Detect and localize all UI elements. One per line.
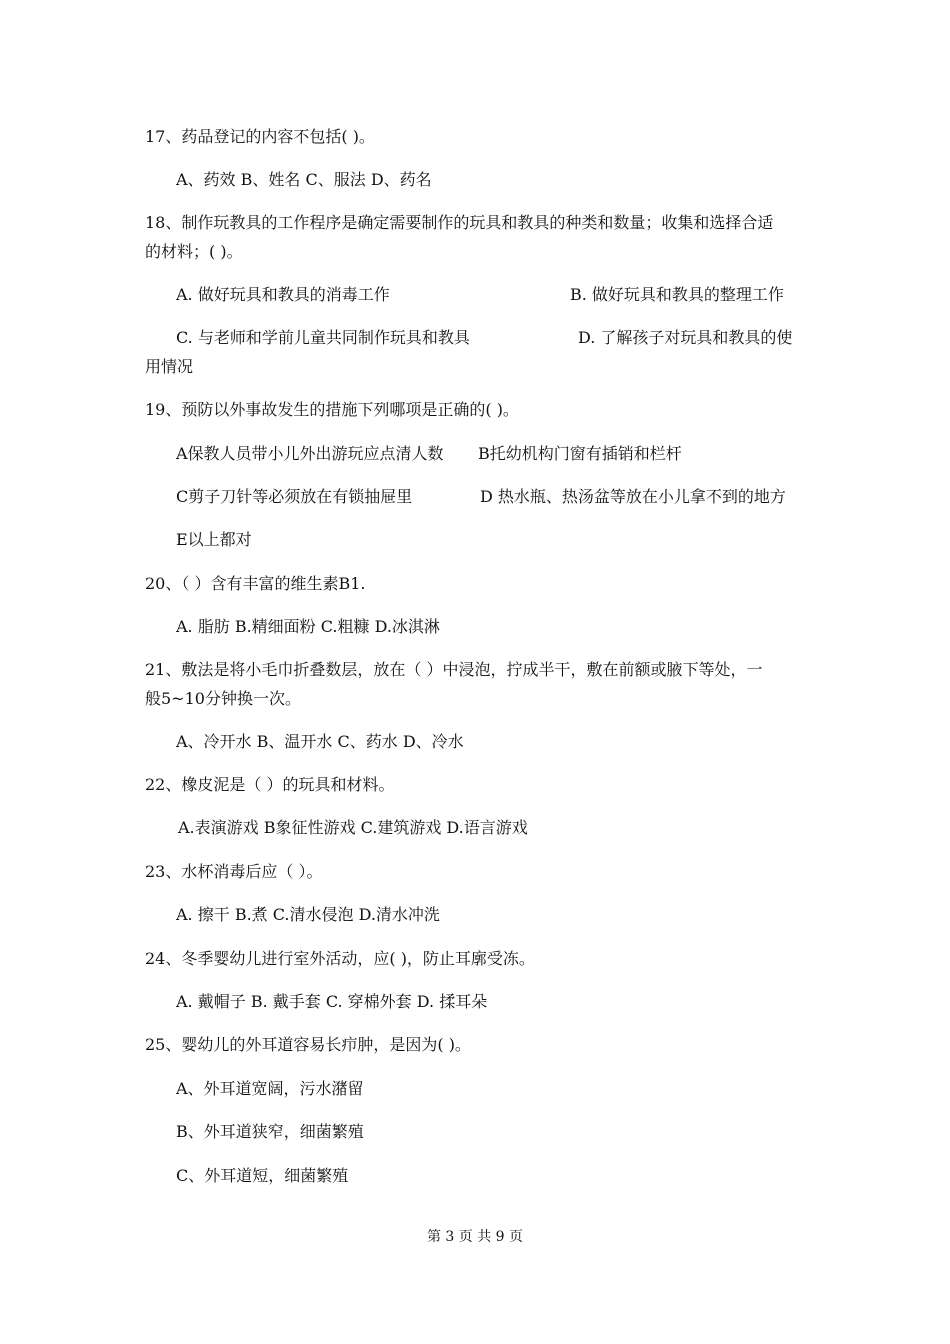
question-18-stem-line2: 的材料；( )。 <box>145 242 243 261</box>
question-17-options: A、药效 B、姓名 C、服法 D、药名 <box>176 170 432 189</box>
question-18-option-a: A. 做好玩具和教具的消毒工作 <box>176 285 390 304</box>
question-19-option-b: B托幼机构门窗有插销和栏杆 <box>478 444 682 463</box>
page-number-footer: 第 3 页 共 9 页 <box>426 1229 524 1245</box>
question-19-option-c: C剪子刀针等必须放在有锁抽屉里 <box>176 487 413 506</box>
question-21-stem-line2: 般5~10分钟换一次。 <box>145 689 301 708</box>
question-19-option-e: E以上都对 <box>176 530 252 549</box>
question-25-stem: 25、婴幼儿的外耳道容易长疖肿，是因为( )。 <box>145 1035 471 1054</box>
question-20-options: A. 脂肪 B.精细面粉 C.粗糠 D.冰淇淋 <box>176 617 440 636</box>
question-18-option-b: B. 做好玩具和教具的整理工作 <box>570 285 784 304</box>
question-18-option-d: D. 了解孩子对玩具和教具的使 <box>578 328 793 347</box>
question-19-stem: 19、预防以外事故发生的措施下列哪项是正确的( )。 <box>145 400 519 419</box>
question-24-options: A. 戴帽子 B. 戴手套 C. 穿棉外套 D. 揉耳朵 <box>176 992 488 1011</box>
question-21-options: A、冷开水 B、温开水 C、药水 D、冷水 <box>176 732 464 751</box>
question-25-option-b: B、外耳道狭窄，细菌繁殖 <box>176 1122 364 1141</box>
question-22-stem: 22、橡皮泥是（ ）的玩具和材料。 <box>145 775 395 794</box>
question-23-stem: 23、水杯消毒后应（ ）。 <box>145 862 323 881</box>
question-21-stem-line1: 21、敷法是将小毛巾折叠数层，放在（ ）中浸泡，拧成半干，敷在前额或腋下等处，一 <box>145 660 763 679</box>
question-24-stem: 24、冬季婴幼儿进行室外活动，应( )，防止耳廓受冻。 <box>145 949 535 968</box>
question-22-options: A.表演游戏 B象征性游戏 C.建筑游戏 D.语言游戏 <box>178 818 528 837</box>
question-19-option-a: A保教人员带小儿外出游玩应点清人数 <box>176 444 444 463</box>
question-18-stem-line1: 18、制作玩教具的工作程序是确定需要制作的玩具和教具的种类和数量；收集和选择合适 <box>145 213 774 232</box>
question-17-stem: 17、药品登记的内容不包括( )。 <box>145 127 375 146</box>
question-23-options: A. 擦干 B.煮 C.清水侵泡 D.清水冲洗 <box>176 905 440 924</box>
question-18-option-d-continued: 用情况 <box>145 357 194 376</box>
question-18-option-c: C. 与老师和学前儿童共同制作玩具和教具 <box>176 328 470 347</box>
question-25-option-a: A、外耳道宽阔，污水潴留 <box>176 1079 364 1098</box>
question-25-option-c: C、外耳道短，细菌繁殖 <box>176 1166 349 1185</box>
question-19-option-d: D 热水瓶、热汤盆等放在小儿拿不到的地方 <box>480 487 786 506</box>
question-20-stem: 20、（ ）含有丰富的维生素B1. <box>145 574 366 593</box>
